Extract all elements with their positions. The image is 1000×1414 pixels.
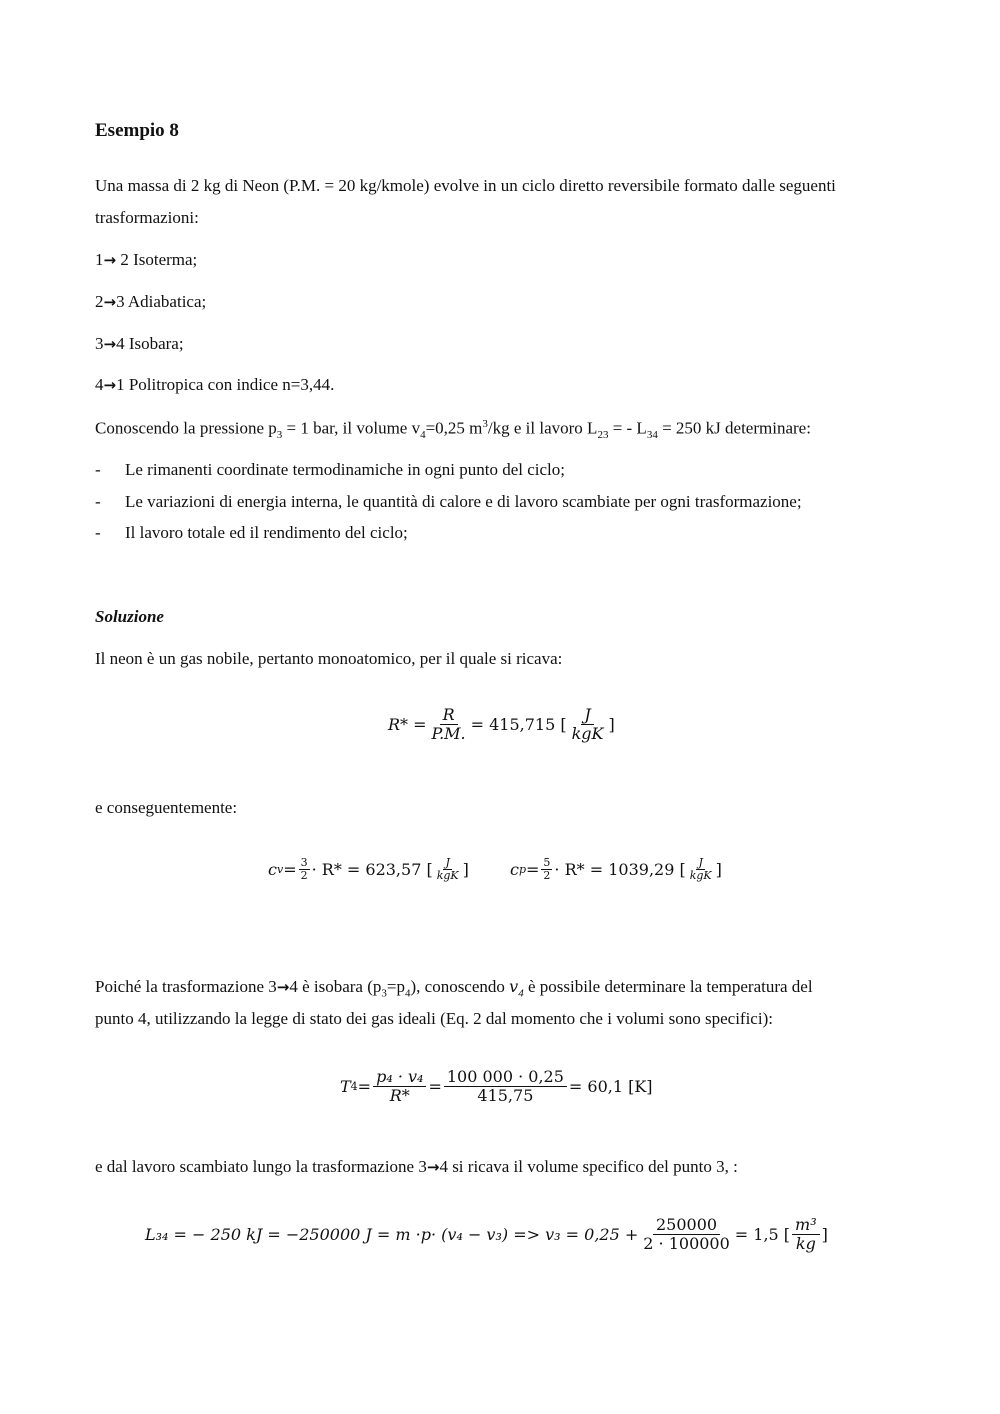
fraction-denominator: P.M. (431, 724, 466, 744)
page-title: Esempio 8 (95, 120, 179, 141)
equation-r-star (388, 706, 615, 744)
step-label: Politropica con indice n=3,44. (124, 375, 335, 394)
arrow-right-icon: → (426, 1158, 440, 1176)
fraction-numerator: 250000 (653, 1216, 720, 1235)
given-sub: 23 (597, 429, 609, 442)
para-text: è possibile determinare la temperatura del (523, 977, 813, 996)
fraction-numerator: 100 000 · 0,25 (444, 1068, 567, 1087)
unit-fraction (688, 857, 714, 882)
isobar-paragraph-line-2: punto 4, utilizzando la legge di stato dei gas ideali (Eq. 2 dal momento che i volumi sono specifici): (95, 1009, 773, 1028)
given-text: Conoscendo la pressione p (95, 418, 277, 438)
eq-bracket: ] (608, 715, 615, 735)
eq-sign: = (283, 860, 297, 880)
consequently-text: e conseguentemente: (95, 798, 238, 817)
equation-t4 (340, 1068, 653, 1106)
unit-denominator: kg (795, 1234, 816, 1254)
unit-denominator: kgK (689, 869, 712, 883)
unit-denominator: kgK (571, 724, 604, 744)
step-from: 1 (95, 250, 104, 269)
fraction-denominator: 2 (300, 869, 308, 883)
equation-l34 (145, 1216, 828, 1254)
step-to: 4 (116, 334, 125, 353)
eq-sub: 4 (350, 1080, 358, 1094)
list-item (95, 460, 565, 480)
unit-fraction (792, 1216, 820, 1254)
given-text: =0,25 m (425, 418, 483, 438)
given-text: = - L (608, 418, 647, 438)
work-paragraph (95, 1157, 738, 1177)
step-from: 3 (95, 334, 104, 353)
eq-rhs: · R* = 623,57 [ (311, 860, 433, 880)
eq-bracket: ] (462, 860, 469, 880)
para-text: 4 è isobara (p (289, 977, 382, 996)
list-item-text: Le variazioni di energia interna, le quantità di calore e di lavoro scambiate per ogni trasformazione; (125, 492, 802, 511)
fraction-numerator: R (440, 706, 458, 725)
para-text: e dal lavoro scambiato lungo la trasformazione 3 (95, 1157, 427, 1176)
step-1-2 (95, 250, 197, 270)
equation-cv (268, 857, 469, 882)
unit-numerator: m³ (792, 1216, 820, 1235)
fraction-numerator: 5 (543, 856, 551, 869)
fraction (640, 1216, 733, 1254)
step-to: 3 (116, 292, 125, 311)
para-text: 4 si ricava il volume specifico del punto 3, : (439, 1157, 738, 1176)
eq-lhs: T (340, 1077, 351, 1097)
given-text: = 250 kJ determinare: (657, 418, 811, 438)
fraction-denominator: 2 (543, 869, 551, 883)
fraction (299, 857, 310, 882)
step-from: 4 (95, 375, 104, 394)
solution-heading: Soluzione (95, 607, 164, 626)
fraction (541, 857, 552, 882)
para-text: ), conoscendo (410, 977, 510, 996)
unit-fraction (569, 706, 607, 744)
given-text: /kg e il lavoro L (487, 418, 598, 438)
list-item-text: Il lavoro totale ed il rendimento del ciclo; (125, 523, 408, 542)
eq-rhs: = 415,715 [ (470, 715, 567, 735)
fraction (429, 706, 469, 744)
given-data (95, 418, 811, 441)
step-label: Adiabatica; (124, 292, 207, 311)
bullet-dash: - (95, 492, 101, 511)
eq-bracket: ] (821, 1225, 828, 1245)
list-item-text: Le rimanenti coordinate termodinamiche in ogni punto del ciclo; (125, 460, 565, 479)
eq-lhs: c (510, 860, 519, 880)
eq-sign: = (357, 1077, 372, 1097)
arrow-right-icon: → (103, 293, 117, 311)
unit-numerator: J (698, 856, 703, 869)
given-sub: 3 (276, 429, 283, 442)
para-var: v (509, 977, 519, 996)
step-to: 2 (120, 250, 129, 269)
eq-sub: v (276, 863, 284, 877)
step-2-3 (95, 292, 206, 312)
fraction-denominator: R* (389, 1086, 410, 1106)
equation-cp (510, 857, 722, 882)
step-label: Isoterma; (128, 250, 198, 269)
neon-paragraph: Il neon è un gas nobile, pertanto monoatomico, per il quale si ricava: (95, 649, 563, 668)
step-4-1 (95, 375, 334, 395)
para-sub: 4 (404, 987, 411, 1000)
unit-numerator: J (581, 706, 593, 725)
given-sub: 4 (420, 429, 426, 442)
eq-rhs: · R* = 1039,29 [ (554, 860, 686, 880)
list-item (95, 523, 408, 543)
eq-rhs: = 1,5 [ (734, 1225, 791, 1245)
arrow-right-icon: → (103, 251, 117, 269)
fraction-numerator: 3 (300, 856, 308, 869)
fraction-numerator: p₄ · v₄ (373, 1068, 426, 1087)
given-sup: 3 (482, 418, 488, 430)
arrow-right-icon: → (103, 335, 117, 353)
para-text: Poiché la trasformazione 3 (95, 977, 277, 996)
intro-line-2: trasformazioni: (95, 208, 199, 227)
para-sub: 4 (518, 987, 524, 1000)
fraction-denominator: 2 · 100000 (643, 1234, 730, 1254)
bullet-dash: - (95, 523, 101, 542)
step-3-4 (95, 334, 184, 354)
given-text: = 1 bar, il volume v (282, 418, 421, 438)
eq-sign: = (428, 1077, 442, 1097)
fraction (444, 1068, 567, 1106)
step-from: 2 (95, 292, 104, 311)
unit-numerator: J (445, 856, 450, 869)
eq-lhs: R* = (388, 715, 427, 735)
bullet-dash: - (95, 460, 101, 479)
eq-sign: = (526, 860, 540, 880)
para-text: =p (386, 977, 405, 996)
step-to: 1 (116, 375, 125, 394)
eq-lhs: c (268, 860, 277, 880)
isobar-paragraph-line-1 (95, 977, 905, 999)
eq-rhs: = 60,1 [K] (568, 1077, 653, 1097)
unit-denominator: kgK (436, 869, 459, 883)
eq-sub: p (518, 863, 527, 877)
unit-fraction (435, 857, 461, 882)
step-label: Isobara; (124, 334, 184, 353)
eq-bracket: ] (715, 860, 722, 880)
intro-line-1: Una massa di 2 kg di Neon (P.M. = 20 kg/kmole) evolve in un ciclo diretto reversibile formato dalle seguenti (95, 176, 836, 195)
eq-lhs: L₃₄ = − 250 kJ = −250000 J = m ·p· (v₄ − v₃) => v₃ = 0,25 + (145, 1225, 639, 1245)
list-item (95, 492, 802, 512)
para-sub: 3 (381, 987, 387, 1000)
arrow-right-icon: → (103, 376, 117, 394)
fraction (373, 1068, 426, 1106)
arrow-right-icon: → (276, 978, 290, 996)
given-sub: 34 (646, 429, 658, 442)
fraction-denominator: 415,75 (477, 1086, 534, 1106)
